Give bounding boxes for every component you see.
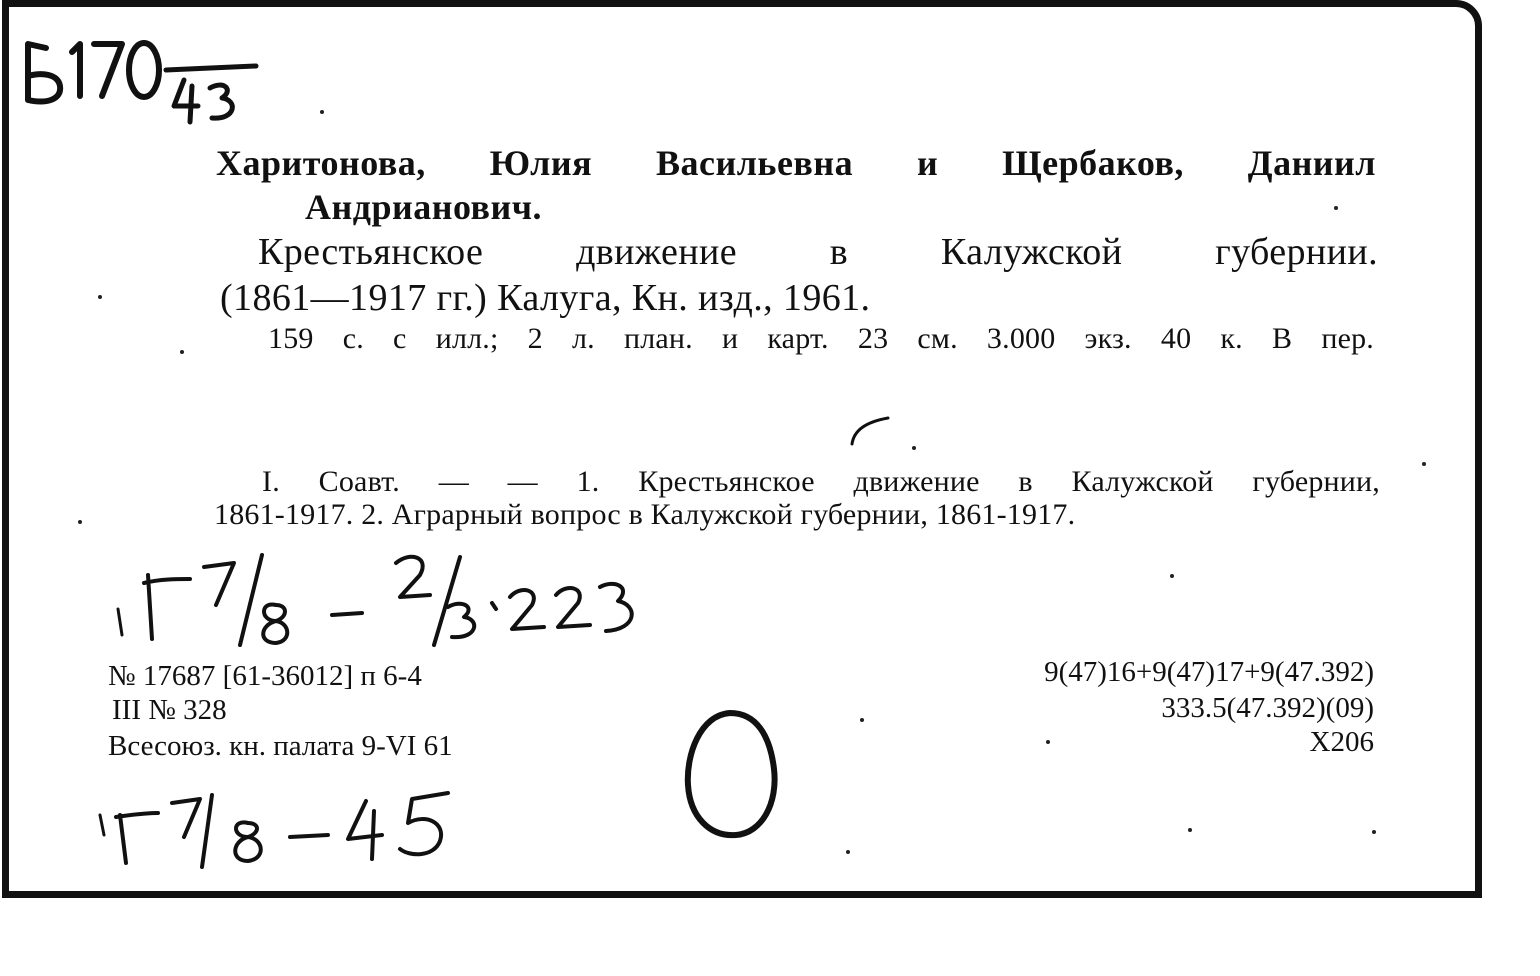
series-number: III № 328 <box>112 694 227 726</box>
scan-speck <box>1422 462 1426 466</box>
scan-speck <box>98 295 102 299</box>
tracings-line-2: 1861-1917. 2. Аграрный вопрос в Калужской губернии, 1861-1917. <box>214 498 1076 531</box>
tracings-line-1: I. Соавт. — — 1. Крестьянское движение в Калужской губернии, <box>262 465 1380 498</box>
title-line-2: (1861—1917 гг.) Калуга, Кн. изд., 1961. <box>220 277 871 319</box>
issuing-chamber: Всесоюз. кн. палата 9-VI 61 <box>108 730 453 762</box>
scan-speck <box>1372 830 1376 834</box>
scan-speck <box>1046 740 1050 744</box>
registration-number: № 17687 [61-36012] п 6-4 <box>108 660 422 692</box>
collation: 159 с. с илл.; 2 л. план. и карт. 23 см. 3.000 экз. 40 к. В пер. <box>268 322 1374 355</box>
call-number <box>20 30 270 140</box>
pen-stroke <box>840 410 900 450</box>
handwritten-note-1 <box>100 545 660 655</box>
title-line-1: Крестьянское движение в Калужской губернии. <box>258 231 1378 273</box>
scan-speck <box>78 520 82 524</box>
handwritten-circle-mark <box>680 705 790 845</box>
scan-speck <box>180 350 184 354</box>
author-sign: Х206 <box>1309 726 1374 758</box>
scan-speck <box>1170 574 1174 578</box>
scan-speck <box>860 718 864 722</box>
scan-speck <box>320 110 324 114</box>
author-line-1: Харитонова, Юлия Васильевна и Щербаков, Даниил <box>216 143 1376 183</box>
author-line-2: Андрианович. <box>305 187 543 227</box>
classification-line-1: 9(47)16+9(47)17+9(47.392) <box>1044 656 1374 688</box>
scan-speck <box>1334 206 1338 210</box>
classification-line-2: 333.5(47.392)(09) <box>1161 692 1374 724</box>
scan-speck <box>912 446 916 450</box>
scan-speck <box>846 850 850 854</box>
handwritten-note-2 <box>90 775 470 885</box>
scan-speck <box>1188 828 1192 832</box>
